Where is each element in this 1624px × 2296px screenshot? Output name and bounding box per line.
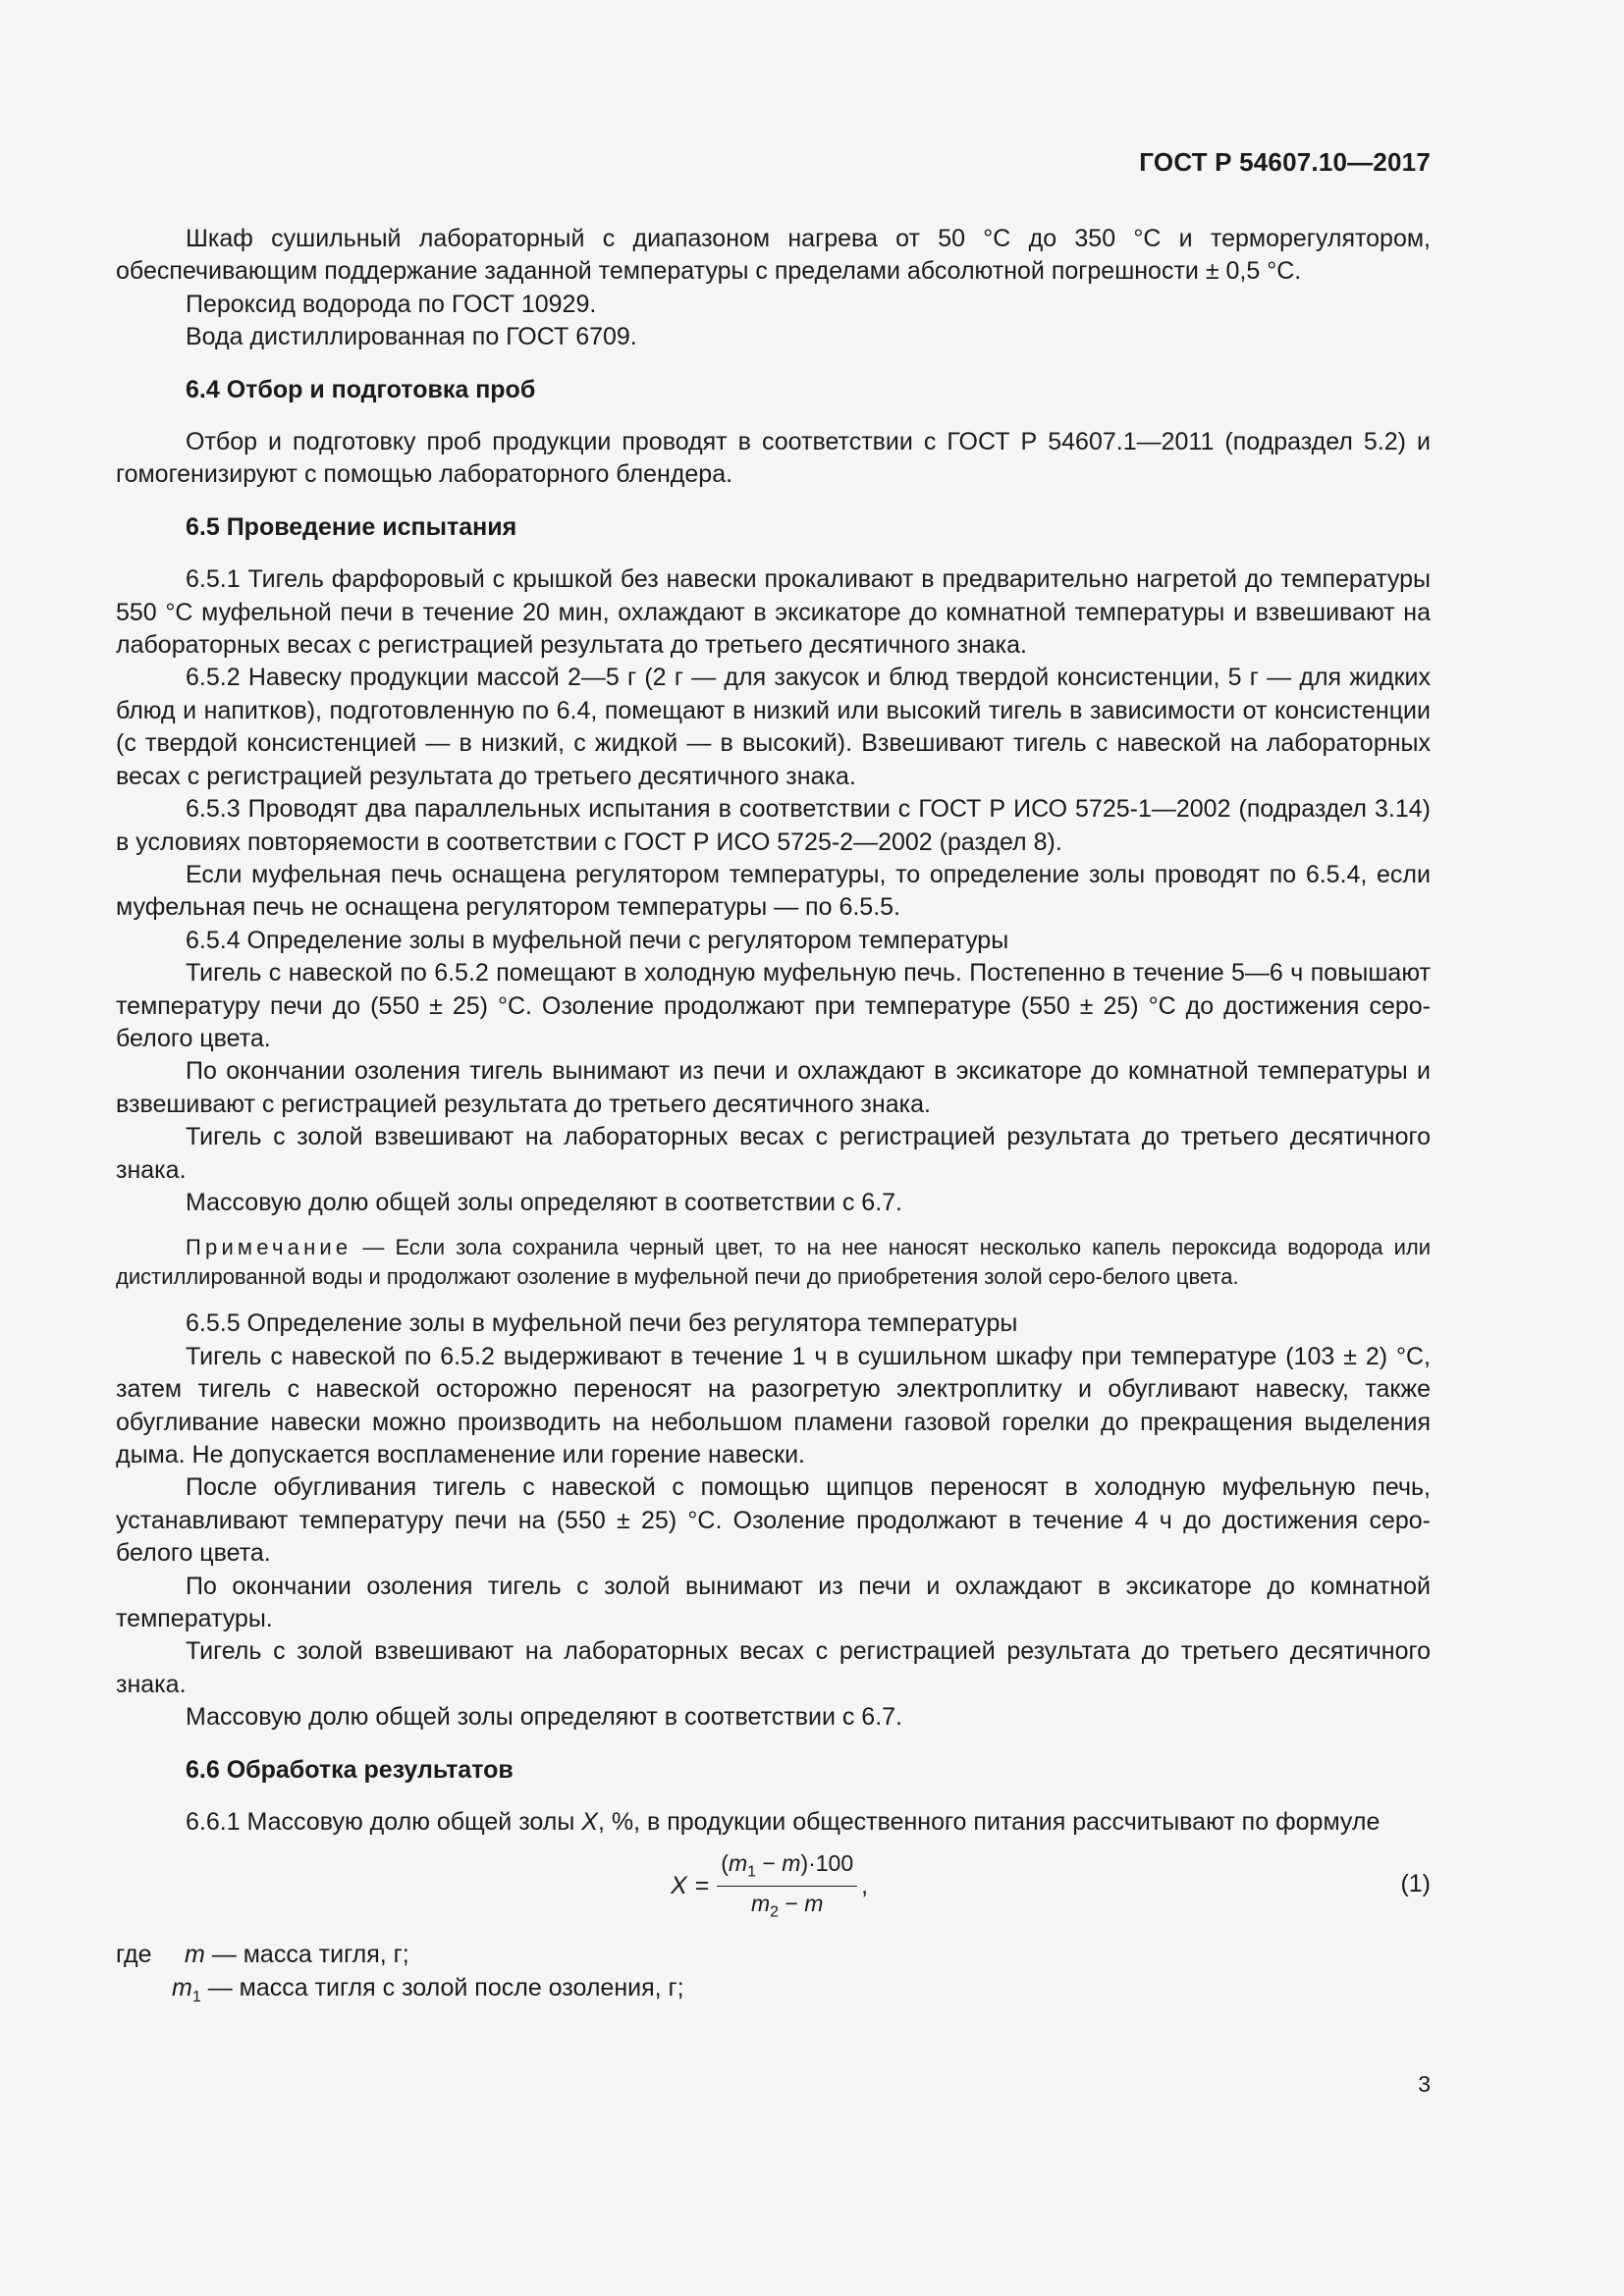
- paragraph: По окончании озоления тигель вынимают из печи и охлаждают в эксикаторе до комнатной температуры и взвешивают с регистрацией результата до третьего десятичного знака.: [116, 1057, 1431, 1118]
- paragraph: Массовую долю общей золы определяют в соответствии с 6.7.: [186, 1188, 903, 1216]
- variable-definitions: [116, 1939, 1431, 2013]
- formula-lhs: X: [671, 1872, 687, 1900]
- variable-x: X: [581, 1808, 598, 1837]
- where-label: где: [116, 1941, 152, 1969]
- equation-number: (1): [1400, 1870, 1431, 1898]
- paragraph: Тигель с навеской по 6.5.2 выдерживают в течение 1 ч в сушильном шкафу при температуре (103 ± 2) °С, затем тигель с навеской осторожно переносят на разогретую электроплитку и обугливают навеску, также обугливание навески можно производить на небольшом пламени газовой горелки до прекращения выделения дыма. Не допускается воспламенение или горение навески.: [116, 1342, 1431, 1468]
- paragraph: Шкаф сушильный лабораторный с диапазоном нагрева от 50 °С до 350 °С и терморегулятором, обеспечивающим поддержание заданной температуры с пределами абсолютной погрешности ± 0,5 °С.: [116, 225, 1431, 286]
- paragraph: Если муфельная печь оснащена регулятором температуры, то определение золы проводят по 6.5.4, если муфельная печь не оснащена регулятором температуры — по 6.5.5.: [116, 860, 1431, 922]
- formula: [671, 1850, 868, 1921]
- paragraph: Отбор и подготовку проб продукции проводят в соответствии с ГОСТ Р 54607.1—2011 (подраздел 5.2) и гомогенизируют с помощью лабораторного блендера.: [116, 428, 1431, 489]
- document-body: [116, 223, 1431, 2013]
- formula-denominator: $m_2 - m$: [750, 1891, 824, 1921]
- paragraph: 6.5.2 Навеску продукции массой 2—5 г (2 г — для закусок и блюд твердой консистенции, 5 г — для жидких блюд и напитков), подготовленную по 6.4, помещают в низкий или высокий тигель в зависимости от консистенции (с твердой консистенцией — в низкий, с жидкой — в высокий). Взвешивают тигель с навеской на лабораторных весах с регистрацией результата до третьего десятичного знака.: [116, 664, 1431, 790]
- paragraph: Вода дистиллированная по ГОСТ 6709.: [186, 323, 637, 351]
- definition-row: $m_1$ — масса тигля с золой после озоления, г;: [172, 1973, 684, 2005]
- paragraph-text: , %, в продукции общественного питания рассчитывают по формуле: [597, 1808, 1380, 1837]
- definition-row: где m — масса тигля, г;: [116, 1939, 1431, 1971]
- paragraph: Массовую долю общей золы определяют в соответствии с 6.7.: [186, 1703, 903, 1732]
- formula-numerator: $(m_1 - m)\cdot 100$: [717, 1850, 857, 1887]
- paragraph: Тигель с навеской по 6.5.2 помещают в холодную муфельную печь. Постепенно в течение 5—6 ч повышают температуру печи до (550 ± 25) °С. Озоление продолжают при температуре (550 ± 25) °С до достижения серо-белого цвета.: [116, 959, 1431, 1052]
- document-designation: ГОСТ Р 54607.10—2017: [1139, 147, 1431, 177]
- paragraph: Пероксид водорода по ГОСТ 10929.: [186, 290, 597, 318]
- paragraph: Тигель с золой взвешивают на лабораторных весах с регистрацией результата до третьего десятичного знака.: [116, 1637, 1431, 1698]
- section-heading-6-6: 6.6 Обработка результатов: [186, 1755, 514, 1784]
- paragraph: По окончании озоления тигель с золой вынимают из печи и охлаждают в эксикаторе до комнатной температуры.: [116, 1572, 1431, 1633]
- section-heading-6-5: 6.5 Проведение испытания: [186, 512, 517, 541]
- page-number: 3: [1418, 2071, 1431, 2097]
- paragraph: Тигель с золой взвешивают на лабораторных весах с регистрацией результата до третьего десятичного знака.: [116, 1123, 1431, 1184]
- paragraph: 6.5.1 Тигель фарфоровый с крышкой без навески прокаливают в предварительно нагретой до температуры 550 °С муфельной печи в течение 20 мин, охлаждают в эксикаторе до комнатной температуры и взвешивают на лабораторных весах с регистрацией результата до третьего десятичного знака.: [116, 565, 1431, 660]
- paragraph-text: 6.6.1 Массовую долю общей золы: [186, 1808, 582, 1837]
- formula-equals: =: [694, 1872, 710, 1900]
- paragraph: 6.5.5 Определение золы в муфельной печи без регулятора температуры: [186, 1309, 1018, 1338]
- paragraph: После обугливания тигель с навеской с помощью щипцов переносят в холодную муфельную печь, устанавливают температуру печи на (550 ± 25) °С. Озоление продолжают в течение 4 ч до достижения серо-белого цвета.: [116, 1473, 1431, 1568]
- formula-fraction: [717, 1850, 857, 1921]
- paragraph: 6.5.4 Определение золы в муфельной печи с регулятором температуры: [186, 926, 1009, 954]
- note-text: — Если зола сохранила черный цвет, то на нее наносят несколько капель пероксида водорода или дистиллированной воды и продолжают озоление в муфельной печи до приобретения золой серо-белого цвета.: [116, 1235, 1431, 1290]
- formula-block: [116, 1842, 1431, 1939]
- paragraph: 6.5.3 Проводят два параллельных испытания в соответствии с ГОСТ Р ИСО 5725-1—2002 (подраздел 3.14) в условиях повторяемости в соответствии с ГОСТ Р ИСО 5725-2—2002 (раздел 8).: [116, 795, 1431, 856]
- note: [116, 1233, 1431, 1292]
- section-heading-6-4: 6.4 Отбор и подготовка проб: [186, 375, 536, 403]
- formula-comma: ,: [861, 1872, 869, 1900]
- paragraph: [116, 1806, 1431, 1839]
- note-label: Примечание: [186, 1235, 352, 1260]
